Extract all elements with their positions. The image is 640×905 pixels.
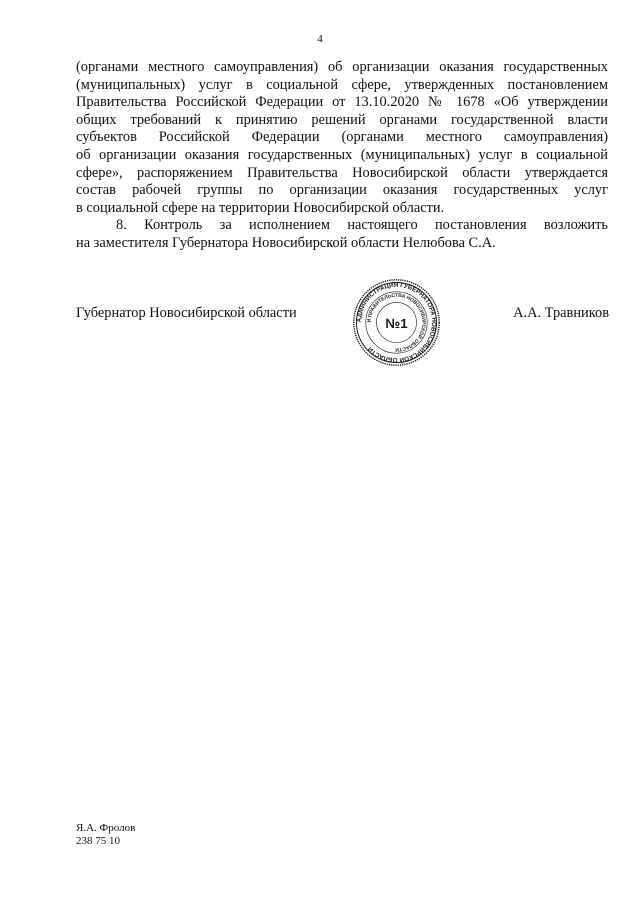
body-line: сфере», распоряжением Правительства Новосибирской области утверждается: [76, 164, 608, 181]
body-line: общих требований к принятию решений органами государственной власти: [76, 111, 608, 128]
signatory-position: Губернатор Новосибирской области: [76, 305, 297, 321]
body-line: (муниципальных) услуг в социальной сфере, утвержденных постановлением: [76, 76, 608, 93]
official-seal-stamp: [352, 278, 441, 367]
seal-inner-text: И ПРАВИТЕЛЬСТВА НОВОСИБИРСКОЙ ОБЛАСТИ: [366, 292, 427, 353]
body-line: Правительства Российской Федерации от 13.10.2020 № 1678 «Об утверждении: [76, 94, 608, 111]
body-text: [76, 59, 608, 253]
clause-8-line: 8. Контроль за исполнением настоящего постановления возложить: [116, 217, 608, 234]
body-line: состав рабочей группы по организации оказания государственных услуг: [76, 182, 608, 199]
seal-outer-text: АДМИНИСТРАЦИЯ ГУБЕРНАТОРА НОВОСИБИРСКОЙ ОБЛАСТИ: [355, 281, 438, 364]
footer-contact: [76, 822, 135, 847]
body-line: (органами местного самоуправления) об организации оказания государственных: [76, 59, 608, 75]
body-line: об организации оказания государственных (муниципальных) услуг в социальной: [76, 146, 608, 163]
page-number: 4: [317, 33, 323, 45]
signatory-name: А.А. Травников: [513, 305, 609, 321]
body-line: в социальной сфере на территории Новосибирской области.: [76, 199, 445, 216]
author-name: Я.А. Фролов: [76, 822, 136, 834]
body-line: субъектов Российской Федерации (органами местного самоуправления): [76, 129, 608, 146]
body-line: на заместителя Губернатора Новосибирской области Нелюбова С.А.: [76, 234, 496, 251]
author-phone: 238 75 10: [76, 834, 120, 847]
seal-icon: [352, 278, 441, 367]
seal-number: №1: [385, 315, 408, 331]
